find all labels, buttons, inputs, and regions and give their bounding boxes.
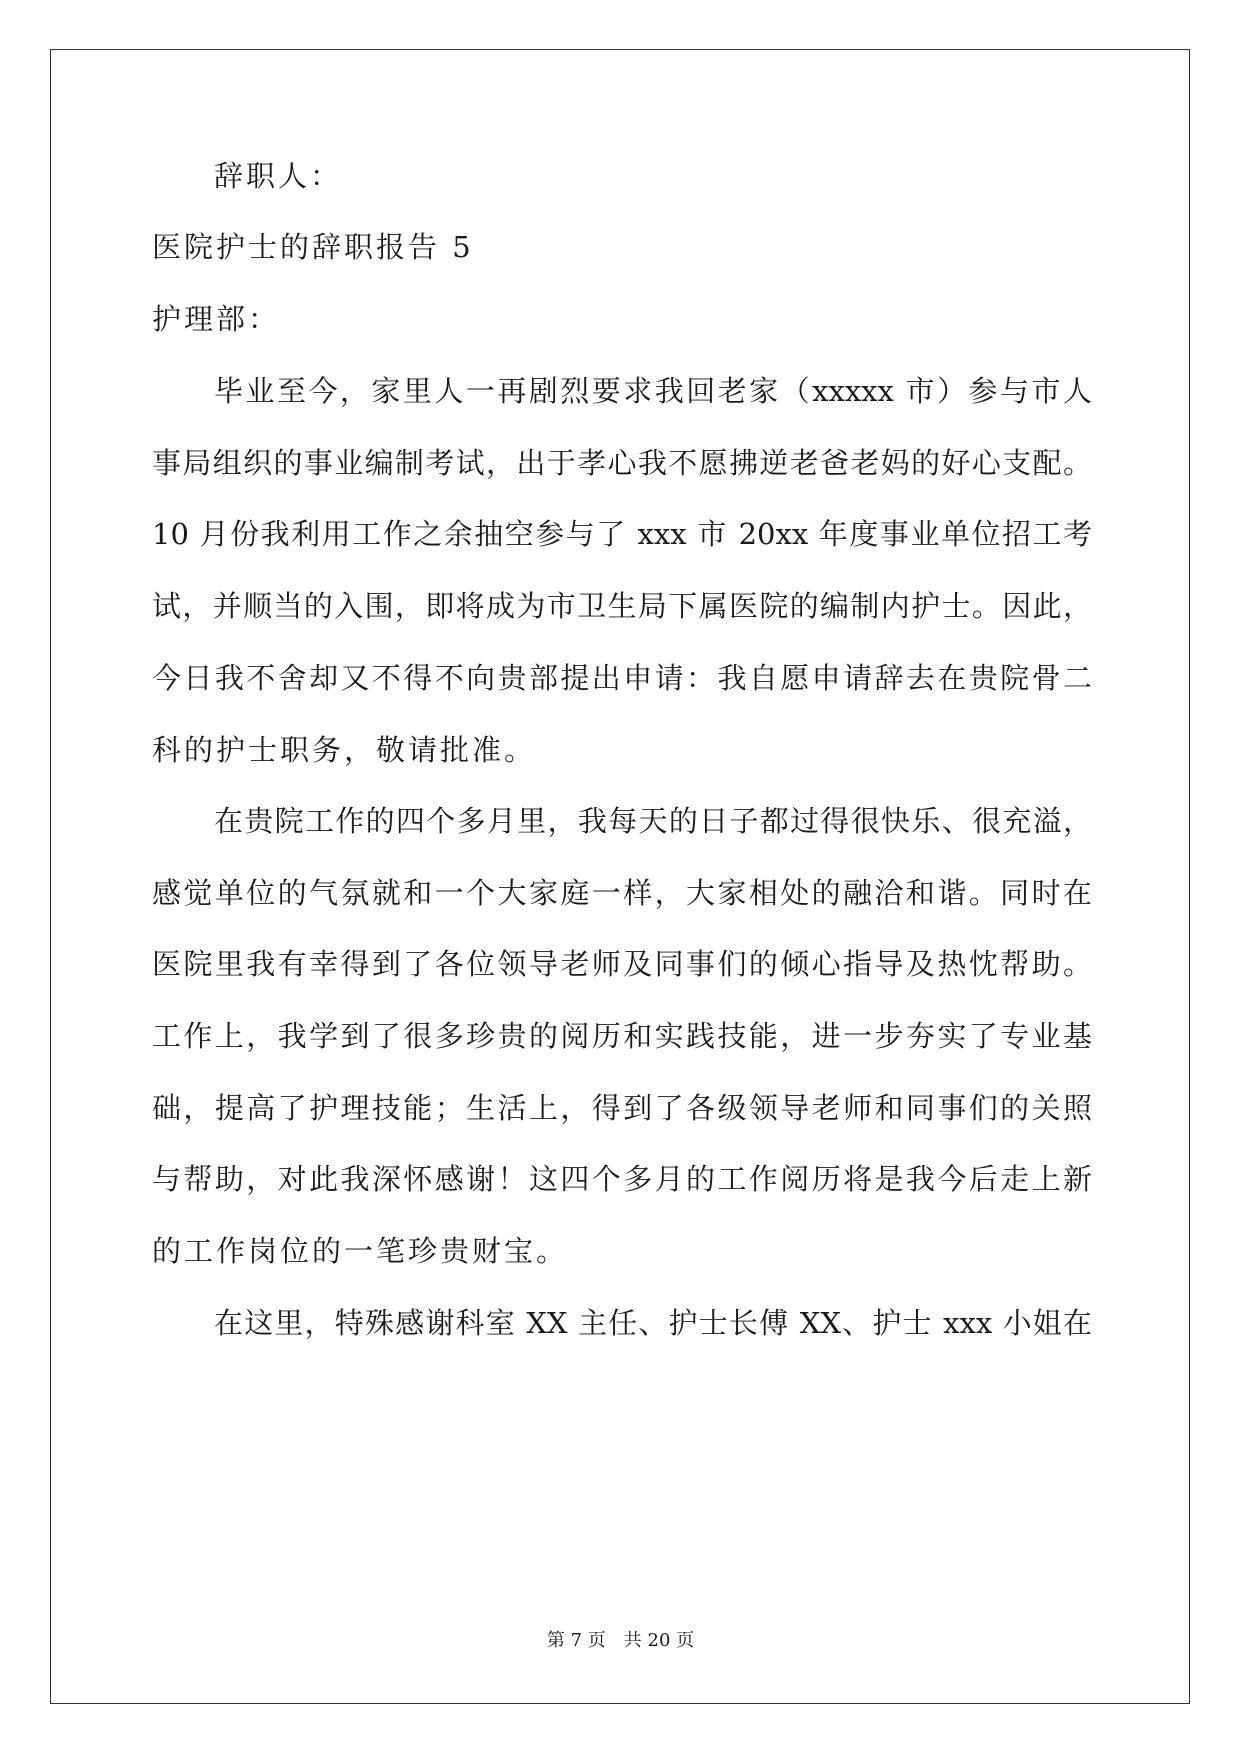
paragraph-line: 工作上，我学到了很多珍贵的阅历和实践技能，进一步夯实了专业基	[152, 1019, 1092, 1053]
paragraph-line: 在这里，特殊感谢科室 XX 主任、护士长傅 XX、护士 xxx 小姐在	[214, 1306, 1092, 1340]
page-footer	[0, 1630, 1241, 1652]
paragraph-line: 10 月份我利用工作之余抽空参与了 xxx 市 20xx 年度事业单位招工考	[152, 517, 1092, 551]
paragraph-line: 医院里我有幸得到了各位领导老师及同事们的倾心指导及热忱帮助。	[152, 947, 1092, 981]
paragraph-line: 与帮助，对此我深怀感谢！这四个多月的工作阅历将是我今后走上新	[152, 1162, 1092, 1196]
paragraph-line: 的工作岗位的一笔珍贵财宝。	[152, 1234, 569, 1268]
salutation: 护理部：	[152, 302, 281, 336]
page-total: 共 20 页	[623, 1630, 695, 1651]
paragraph-line: 础，提高了护理技能；生活上，得到了各级领导老师和同事们的关照	[152, 1091, 1092, 1125]
section-title: 医院护士的辞职报告 5	[152, 230, 474, 264]
paragraph-line: 感觉单位的气氛就和一个大家庭一样，大家相处的融洽和谐。同时在	[152, 876, 1092, 910]
page-number: 第 7 页	[546, 1630, 606, 1651]
paragraph-line: 科的护士职务，敬请批准。	[152, 733, 537, 767]
signature-line: 辞职人：	[214, 159, 343, 193]
paragraph-line: 事局组织的事业编制考试，出于孝心我不愿拂逆老爸老妈的好心支配。	[152, 446, 1092, 480]
paragraph-line: 毕业至今，家里人一再剧烈要求我回老家（xxxxx 市）参与市人	[214, 374, 1092, 408]
paragraph-line: 今日我不舍却又不得不向贵部提出申请：我自愿申请辞去在贵院骨二	[152, 661, 1092, 695]
paragraph-line: 在贵院工作的四个多月里，我每天的日子都过得很快乐、很充溢，	[214, 804, 1092, 838]
paragraph-line: 试，并顺当的入围，即将成为市卫生局下属医院的编制内护士。因此，	[152, 589, 1092, 623]
